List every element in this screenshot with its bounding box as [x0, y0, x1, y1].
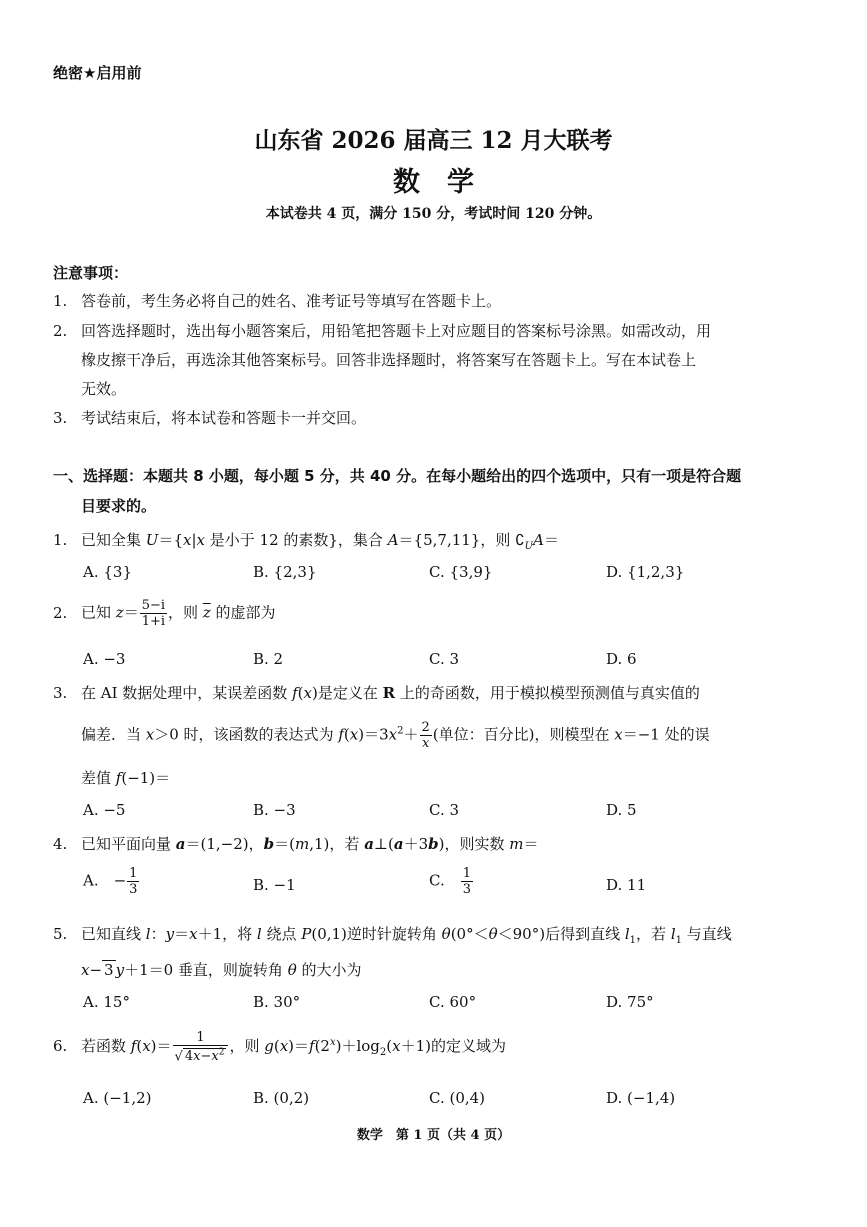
question-3: 3. 在 AI 数据处理中，某误差函数 f(x)是定义在 R 上的奇函数，用于模拟模型预测值与真实值的 — [53, 684, 700, 702]
option-d: D. 6 — [606, 650, 637, 668]
option-c: C. 60° — [429, 993, 477, 1011]
option-c: C. (0,4) — [429, 1089, 486, 1107]
exam-title: 山东省 2026 届高三 12 月大联考 — [254, 127, 613, 154]
section-heading: 一、选择题：本题共 8 小题，每小题 5 分，共 40 分。在每小题给出的四个选项中，只有一项是符合题 — [53, 467, 742, 485]
option-a: A. − $\frac{1}{3}$ — [83, 866, 138, 897]
option-b: B. −1 — [253, 876, 296, 894]
option-c: C. 3 — [429, 650, 460, 668]
section-heading-cont: 目要求的。 — [81, 497, 157, 515]
secret-label: 绝密★启用前 — [53, 64, 142, 82]
question-4: 4. 已知平面向量 a＝(1,−2)，b＝(m,1)，若 a⊥(a＋3b)，则实数 m＝ — [53, 835, 539, 853]
option-a: A. −3 — [83, 650, 126, 668]
option-c: C. $\frac{1}{3}$ — [429, 866, 471, 897]
option-d: D. (−1,4) — [606, 1089, 676, 1107]
option-b: B. 2 — [253, 650, 284, 668]
notice-item: 1. 答卷前，考生务必将自己的姓名、准考证号等填写在答题卡上。 — [53, 292, 502, 310]
option-a: A. 15° — [83, 993, 130, 1011]
option-d: D. 11 — [606, 876, 647, 894]
option-a: A. −5 — [83, 801, 126, 819]
option-d: D. 5 — [606, 801, 637, 819]
notice-item-cont: 橡皮擦干净后，再选涂其他答案标号。回答非选择题时，将答案写在答题卡上。写在本试卷上 — [81, 351, 697, 369]
question-1: 1. 已知全集 U＝{x|x 是小于 12 的素数}，集合 A＝{5,7,11}，则 $∁_UA=$ — [53, 531, 559, 552]
option-b: B. −3 — [253, 801, 296, 819]
option-c: C. {3,9} — [429, 563, 493, 581]
exam-info: 本试卷共 4 页，满分 150 分，考试时间 120 分钟。 — [265, 206, 602, 222]
option-a: A. {3} — [83, 563, 132, 581]
subject-title: 数 学 — [393, 167, 474, 198]
question-3-cont: 偏差．当 x＞0 时，该函数的表达式为 $f(x)=3x^2+$ $\frac{2}{x}$ (单位：百分比)，则模型在 x＝−1 处的误 — [81, 720, 710, 751]
option-d: D. 75° — [606, 993, 654, 1011]
notice-item-cont: 无效。 — [81, 380, 127, 398]
notice-item: 2. 回答选择题时，选出每小题答案后，用铅笔把答题卡上对应题目的答案标号涂黑。如需改动，用 — [53, 322, 712, 340]
notice-item: 3. 考试结束后，将本试卷和答题卡一并交回。 — [53, 409, 367, 427]
question-6: 6. 若函数 f(x)＝ $\frac{1}{√ 4x-x^2}$ ，则 $g(x)=f(2^x)+\log_2(x+1)$的定义域为 — [53, 1030, 507, 1065]
question-3-cont: 差值 f(−1)＝ — [81, 769, 171, 787]
question-5: 5. 已知直线 l：y＝x＋1，将 l 绕点 P(0,1)逆时针旋转角 θ(0°＜θ＜90°)后得到直线 $l_1$，若 $l_1$ 与直线 — [53, 925, 732, 946]
notice-heading: 注意事项： — [53, 264, 129, 282]
option-a: A. (−1,2) — [83, 1089, 152, 1107]
option-b: B. 30° — [253, 993, 301, 1011]
question-5-cont: x− 3 y＋1＝0 垂直，则旋转角 θ 的大小为 — [81, 961, 362, 979]
option-c: C. 3 — [429, 801, 460, 819]
option-b: B. {2,3} — [253, 563, 317, 581]
page-footer: 数学 第 1 页（共 4 页） — [356, 1128, 511, 1143]
option-b: B. (0,2) — [253, 1089, 310, 1107]
question-2: 2. 已知 z＝ $\frac{5-i}{1+i}$ ，则 $\overline{z}$ 的虚部为 — [53, 598, 276, 629]
option-d: D. {1,2,3} — [606, 563, 685, 581]
